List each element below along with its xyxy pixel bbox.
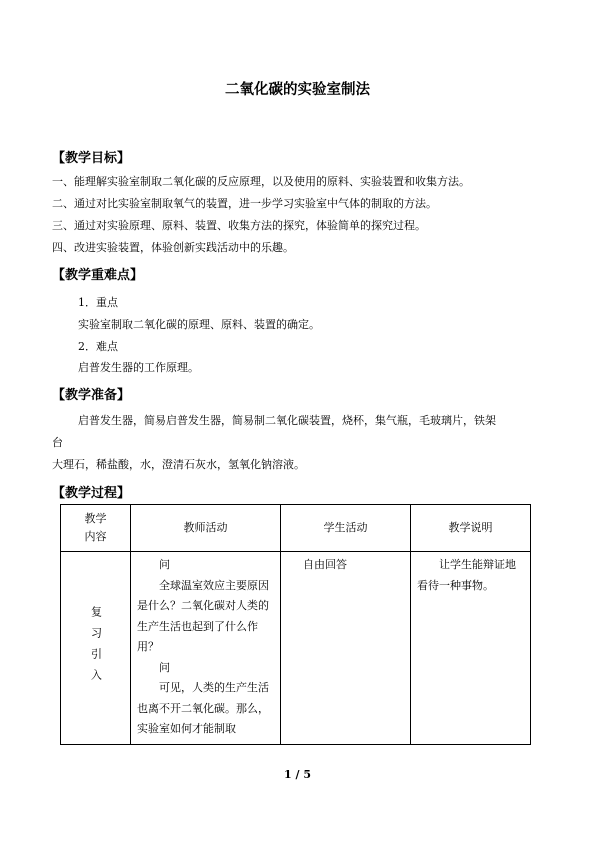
section-heading-prep: 【教学准备】: [52, 388, 131, 403]
goal-item-2: 二、通过对比实验室制取氧气的装置，进一步学习实验室中气体的制取的方法。: [52, 197, 437, 210]
process-table: [60, 504, 531, 745]
teacher-line-4: 可见，人类的生产生活也离不开二氧化碳。那么，实验室如何才能制取: [137, 681, 269, 735]
goal-item-3: 三、通过对实验原理、原料、装置、收集方法的探究，体验简单的探究过程。: [52, 219, 426, 232]
section-heading-keypoints: 【教学重难点】: [52, 268, 144, 283]
cell-student: [281, 552, 411, 745]
keypoint-label-2: 2．难点: [78, 340, 118, 353]
page-title: 二氧化碳的实验室制法: [225, 82, 370, 98]
prep-line-2: 台: [52, 436, 63, 449]
goal-item-1: 一、能理解实验室制取二氧化碳的反应原理，以及使用的原料、实验装置和收集方法。: [52, 175, 470, 188]
cell-note: [411, 552, 531, 745]
prep-line-1: 启普发生器，简易启普发生器，简易制二氧化碳装置，烧杯，集气瓶，毛玻璃片，铁架: [78, 414, 496, 427]
cell-teacher: [131, 552, 281, 745]
prep-line-3: 大理石，稀盐酸，水，澄清石灰水，氢氧化钠溶液。: [52, 458, 305, 471]
teacher-line-2: 全球温室效应主要原因是什么？二氧化碳对人类的生产生活也起到了什么作用？: [137, 578, 269, 653]
teacher-line-1: 问: [159, 558, 170, 571]
teacher-line-3: 问: [159, 660, 170, 674]
page-number: 1 / 5: [284, 768, 311, 781]
column-header-note: 教学说明: [411, 505, 531, 552]
content-label: 复习引入: [89, 606, 103, 690]
column-header-student: 学生活动: [281, 505, 411, 552]
keypoint-text-1: 实验室制取二氧化碳的原理、原料、装置的确定。: [78, 318, 320, 331]
column-header-content: 教学内容: [61, 505, 131, 552]
table-header-row: [61, 505, 531, 552]
student-text: 自由回答: [303, 558, 347, 571]
table-row: [61, 552, 531, 745]
note-text: 让学生能辩证地看待一种事物。: [417, 558, 516, 592]
keypoint-text-2: 启普发生器的工作原理。: [78, 361, 199, 374]
section-heading-goals: 【教学目标】: [52, 151, 131, 166]
keypoint-label-1: 1．重点: [78, 296, 118, 309]
goal-item-4: 四、改进实验装置，体验创新实践活动中的乐趣。: [52, 241, 294, 254]
column-header-teacher: 教师活动: [131, 505, 281, 552]
section-heading-process: 【教学过程】: [52, 486, 131, 501]
cell-content: [61, 552, 131, 745]
